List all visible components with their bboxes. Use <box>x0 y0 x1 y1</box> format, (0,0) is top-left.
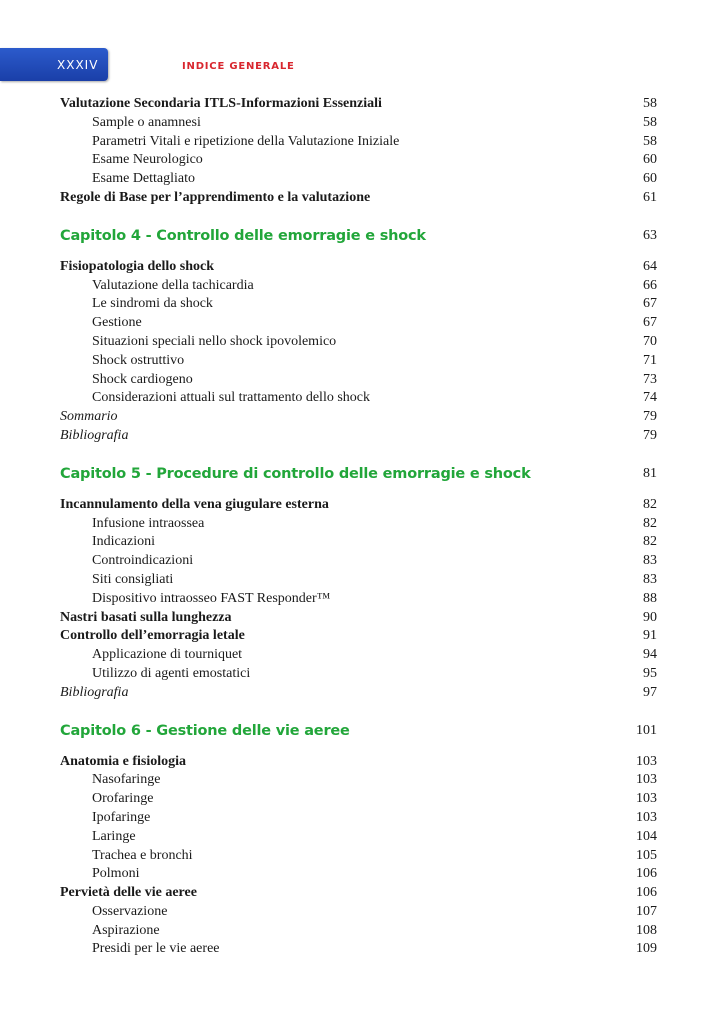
toc-entry-title: Valutazione della tachicardia <box>92 277 254 293</box>
toc-entry-page: 88 <box>643 590 657 606</box>
toc-entry-page: 101 <box>636 722 657 738</box>
toc-entry-page: 74 <box>643 390 657 406</box>
toc-entry-page: 60 <box>643 152 657 168</box>
toc-entry-title: Applicazione di tourniquet <box>92 647 243 663</box>
toc-entry[interactable] <box>60 496 657 515</box>
toc-entry[interactable] <box>60 189 657 208</box>
toc-entry-title: Capitolo 4 - Controllo delle emorragie e shock <box>60 227 426 244</box>
toc-entry-title: Dispositivo intraosseo FAST Responder™ <box>92 590 331 606</box>
toc-entry[interactable] <box>60 590 657 609</box>
toc-entry[interactable] <box>60 665 657 684</box>
toc-entry-page: 106 <box>636 866 657 882</box>
toc-entry-page: 71 <box>643 352 657 368</box>
toc-entry-page: 103 <box>636 791 657 807</box>
toc-entry[interactable] <box>60 371 657 390</box>
toc-entry[interactable] <box>60 865 657 884</box>
toc-entry-title: Utilizzo di agenti emostatici <box>92 665 251 681</box>
toc-entry[interactable] <box>60 753 657 772</box>
toc-entry-title: Le sindromi da shock <box>92 296 213 312</box>
toc-entry-page: 103 <box>636 809 657 825</box>
toc-entry-title: Fisiopatologia dello shock <box>60 258 215 274</box>
toc-entry-page: 79 <box>643 427 657 443</box>
toc-entry[interactable] <box>60 333 657 352</box>
toc-entry[interactable] <box>60 352 657 371</box>
toc-entry-title: Anatomia e fisiologia <box>60 753 186 769</box>
toc-entry-title: Pervietà delle vie aeree <box>60 885 197 901</box>
toc-entry-title: Bibliografia <box>60 684 129 700</box>
toc-entry-page: 106 <box>636 885 657 901</box>
toc-entry-page: 58 <box>643 114 657 130</box>
toc-entry[interactable] <box>60 277 657 296</box>
toc-entry-title: Esame Dettagliato <box>92 171 196 187</box>
toc-entry[interactable] <box>60 389 657 408</box>
toc-entry-title: Gestione <box>92 315 142 331</box>
toc-entry[interactable] <box>60 533 657 552</box>
toc-entry-page: 58 <box>643 133 657 149</box>
toc-entry-page: 66 <box>643 277 657 293</box>
toc-entry[interactable] <box>60 828 657 847</box>
toc-chapter-heading[interactable] <box>60 220 657 252</box>
toc-entry-title: Controllo dell’emorragia letale <box>60 628 245 644</box>
toc-entry[interactable] <box>60 646 657 665</box>
toc-entry-page: 58 <box>643 96 657 111</box>
toc-entry-title: Controindicazioni <box>92 553 194 569</box>
section-title: INDICE GENERALE <box>182 61 295 72</box>
toc-entry-title: Sample o anamnesi <box>92 114 201 130</box>
page-number: XXXIV <box>57 58 99 72</box>
toc-entry-title: Orofaringe <box>92 791 154 807</box>
toc-entry-page: 60 <box>643 171 657 187</box>
toc-entry-title: Indicazioni <box>92 534 155 550</box>
toc-entry-title: Shock cardiogeno <box>92 371 193 387</box>
toc-chapter-heading[interactable] <box>60 458 657 490</box>
toc-entry[interactable] <box>60 114 657 133</box>
toc-entry[interactable] <box>60 884 657 903</box>
toc-entry-title: Nastri basati sulla lunghezza <box>60 609 232 625</box>
toc-entry-title: Ipofaringe <box>92 809 151 825</box>
toc-entry[interactable] <box>60 609 657 628</box>
toc-entry[interactable] <box>60 427 657 446</box>
toc-entry[interactable] <box>60 790 657 809</box>
toc-chapter-heading[interactable] <box>60 715 657 747</box>
toc-entry-title: Presidi per le vie aeree <box>92 941 220 957</box>
toc-entry-title: Situazioni speciali nello shock ipovolemico <box>92 333 337 349</box>
toc-entry-title: Siti consigliati <box>92 571 174 587</box>
toc-entry[interactable] <box>60 847 657 866</box>
toc-entry-page: 70 <box>643 333 657 349</box>
table-of-contents <box>60 95 657 959</box>
toc-entry[interactable] <box>60 133 657 152</box>
toc-entry-page: 79 <box>643 409 657 425</box>
toc-entry-page: 82 <box>643 515 657 531</box>
toc-entry[interactable] <box>60 627 657 646</box>
toc-entry-page: 104 <box>636 828 657 844</box>
toc-entry-page: 97 <box>643 684 657 700</box>
toc-entry[interactable] <box>60 940 657 959</box>
toc-entry-title: Osservazione <box>92 903 168 919</box>
toc-entry-title: Esame Neurologico <box>92 152 203 168</box>
toc-entry-page: 83 <box>643 571 657 587</box>
toc-entry-title: Considerazioni attuali sul trattamento dello shock <box>92 390 370 406</box>
toc-entry-title: Polmoni <box>92 866 140 882</box>
toc-entry-page: 94 <box>643 647 657 663</box>
toc-entry-page: 67 <box>643 315 657 331</box>
toc-entry[interactable] <box>60 771 657 790</box>
toc-entry-page: 103 <box>636 753 657 769</box>
toc-entry-page: 109 <box>636 941 657 957</box>
toc-entry[interactable] <box>60 552 657 571</box>
toc-entry-title: Parametri Vitali e ripetizione della Valutazione Iniziale <box>92 133 400 149</box>
toc-entry-page: 95 <box>643 665 657 681</box>
toc-entry-page: 64 <box>643 258 657 274</box>
toc-entry[interactable] <box>60 809 657 828</box>
toc-entry-title: Valutazione Secondaria ITLS-Informazioni Essenziali <box>60 96 382 111</box>
toc-entry[interactable] <box>60 314 657 333</box>
toc-entry-page: 82 <box>643 496 657 512</box>
toc-entry-page: 83 <box>643 553 657 569</box>
toc-entry-page: 82 <box>643 534 657 550</box>
toc-entry[interactable] <box>60 151 657 170</box>
toc-entry-page: 67 <box>643 296 657 312</box>
toc-entry-title: Capitolo 5 - Procedure di controllo delle emorragie e shock <box>60 465 531 482</box>
toc-entry[interactable] <box>60 903 657 922</box>
toc-entry-page: 63 <box>643 227 657 243</box>
toc-entry-page: 105 <box>636 847 657 863</box>
toc-entry[interactable] <box>60 408 657 427</box>
toc-entry-page: 61 <box>643 189 657 205</box>
toc-entry-title: Infusione intraossea <box>92 515 205 531</box>
toc-entry[interactable] <box>60 515 657 534</box>
toc-entry[interactable] <box>60 684 657 703</box>
toc-entry[interactable] <box>60 258 657 277</box>
toc-entry-title: Laringe <box>92 828 136 844</box>
toc-entry[interactable] <box>60 170 657 189</box>
toc-entry[interactable] <box>60 922 657 941</box>
toc-entry-title: Shock ostruttivo <box>92 352 185 368</box>
toc-entry-page: 91 <box>643 628 657 644</box>
toc-entry-page: 107 <box>636 903 657 919</box>
toc-entry-title: Incannulamento della vena giugulare esterna <box>60 496 329 512</box>
toc-entry-title: Sommario <box>60 409 118 425</box>
toc-entry-title: Nasofaringe <box>92 772 161 788</box>
toc-entry-page: 108 <box>636 922 657 938</box>
toc-entry-page: 103 <box>636 772 657 788</box>
toc-entry-page: 90 <box>643 609 657 625</box>
toc-entry-title: Bibliografia <box>60 427 129 443</box>
toc-entry-title: Trachea e bronchi <box>92 847 193 863</box>
toc-entry-page: 81 <box>643 465 657 481</box>
toc-entry-page: 73 <box>643 371 657 387</box>
toc-entry[interactable] <box>60 95 657 114</box>
toc-entry-title: Capitolo 6 - Gestione delle vie aeree <box>60 722 350 739</box>
toc-entry-title: Regole di Base per l’apprendimento e la valutazione <box>60 189 371 205</box>
toc-entry[interactable] <box>60 295 657 314</box>
toc-entry-title: Aspirazione <box>92 922 160 938</box>
toc-entry[interactable] <box>60 571 657 590</box>
